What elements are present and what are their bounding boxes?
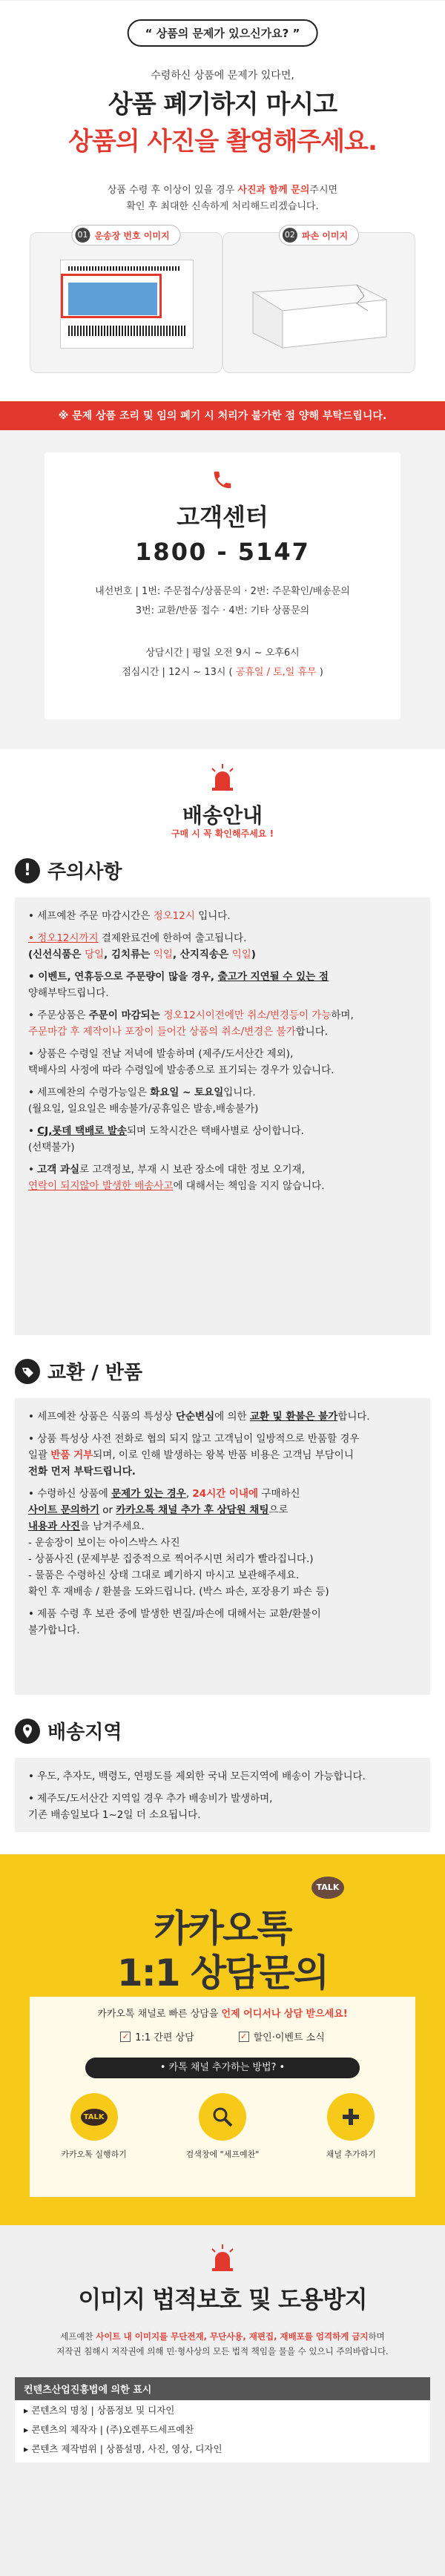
kakao-steps [30, 2093, 415, 2160]
content-notice-row: ▸ 콘텐츠의 명칭 | 상품정보 및 디자인 [24, 2405, 175, 2416]
siren-icon [208, 762, 237, 792]
delivery-subtitle: 구매 시 꼭 확인해주세요 ! [171, 829, 274, 839]
list-item: • 세프예찬의 수령가능일은 화요일 ~ 토요일입니다. (월요일, 일요일은 배송불가/공휴일은 발송,배송불가) [28, 1087, 259, 1115]
talk-badge: TALK [312, 1877, 344, 1899]
talk-icon: TALK [70, 2093, 118, 2141]
problem-pill: “ 상품의 문제가 있으신가요? ” [128, 19, 318, 47]
siren-icon [208, 2243, 237, 2273]
region-header [15, 1717, 122, 1745]
kakao-line: 카카오톡 채널로 빠른 상담을 언제 어디서나 상담 받으세요! [97, 2009, 348, 2020]
exchange-list [15, 1398, 430, 1695]
kakao-section [0, 1854, 445, 2225]
location-pin-icon [15, 1719, 40, 1744]
waybill-example [30, 232, 222, 373]
problem-notice-bar: ※ 문제 상품 조리 및 임의 폐기 시 처리가 불가한 점 양해 부탁드립니다. [0, 401, 445, 431]
delivery-title: 배송안내 [182, 803, 263, 828]
customer-center-section [0, 430, 445, 749]
list-item: • 주문상품은 주문이 마감되는 정오12시이전에만 취소/변경등이 가능하며, 주문마감 후 제작이나 포장이 들어간 상품의 취소/변경은 불가합니다. [28, 1009, 354, 1038]
problem-headline-2: 상품의 사진을 촬영해주세요. [68, 127, 377, 157]
kakao-info-box [30, 1997, 415, 2197]
exchange-header [15, 1357, 142, 1385]
check-icon: ✓ [239, 2032, 249, 2042]
kakao-how-banner: • 카톡 채널 추가하는 방법? • [85, 2058, 360, 2078]
caution-title: 주의사항 [47, 861, 122, 883]
tag-icon [15, 1359, 40, 1384]
list-item: • 고객 과실로 고객정보, 부재 시 보관 장소에 대한 정보 오기재, 연락이 되지않아 발생한 배송사고에 대해서는 책임을 지지 않습니다. [28, 1164, 325, 1192]
list-item: • 우도, 추자도, 백령도, 연평도를 제외한 국내 모든지역에 배송이 가능합니다. [28, 1770, 366, 1782]
list-item: • 제품 수령 후 보관 중에 발생한 변질/파손에 대해서는 교환/환불이 불가합니다. [28, 1608, 321, 1636]
list-item: • 상품 특성상 사전 전화로 협의 되지 않고 고객님이 일방적으로 반품할 경우 일괄 반품 거부되며, 이로 인해 발생하는 왕복 반품 비용은 고객님 부담이니 전화 먼저 부탁드립니다. [28, 1433, 360, 1478]
legal-section [0, 2225, 445, 2576]
customer-center-title: 고객센터 [177, 503, 268, 531]
content-notice-row: ▸ 콘텐츠 제작범위 | 상품설명, 사진, 영상, 디자인 [24, 2443, 222, 2454]
caution-header [15, 857, 122, 884]
customer-center-number[interactable]: 1800 - 5147 [135, 538, 310, 566]
step-open-kakao[interactable]: TALK 카카오톡 실행하기 [39, 2093, 150, 2160]
damage-example-tag: 02 파손 이미지 [279, 225, 359, 246]
option-event: ✓ 할인·이벤트 소식 [239, 2029, 325, 2043]
list-item: • 이벤트, 연휴등으로 주문량이 많을 경우, 출고가 지연될 수 있는 점 양해부탁드립니다. [28, 971, 329, 999]
content-notice-box [15, 2377, 430, 2463]
caution-list [15, 897, 430, 1335]
delivery-header [0, 749, 445, 839]
exchange-title: 교환 / 반품 [47, 1362, 143, 1384]
damage-example [222, 232, 415, 373]
list-item: • CJ,롯데 택배로 발송되며 도착시간은 택배사별로 상이합니다. (선택불가) [28, 1125, 304, 1153]
step-search[interactable]: 검색창에 "세프예찬" [167, 2093, 278, 2160]
legal-title: 이미지 법적보호 및 도용방지 [78, 2285, 367, 2313]
list-item: • 세프예찬 상품은 식품의 특성상 단순변심에 의한 교환 및 환불은 불가합니다. [28, 1411, 370, 1423]
list-item: • 제주도/도서산간 지역일 경우 추가 배송비가 발생하며, 기존 배송일보다 1~2일 더 소요됩니다. [28, 1793, 273, 1821]
waybill-example-tag: 01 운송장 번호 이미지 [71, 225, 180, 246]
content-notice-row: ▸ 콘텐츠의 제작자 | (주)오렌푸드세프예찬 [24, 2424, 194, 2435]
kakao-options [30, 2029, 415, 2043]
option-consult: ✓ 1:1 간편 상담 [120, 2029, 194, 2043]
region-title: 배송지역 [47, 1722, 122, 1744]
extension-info: 내선번호 | 1번: 주문접수/상품문의 · 2번: 주문확인/배송문의 3번: 교환/반품 접수 · 4번: 기타 상품문의 [95, 586, 350, 616]
problem-description: 상품 수령 후 이상이 있을 경우 사진과 함께 문의주시면 확인 후 최대한 신속하게 처리해드리겠습니다. [107, 185, 338, 212]
damaged-box-image [245, 270, 394, 352]
content-notice-header: 컨텐츠산업진흥법에 의한 표시 [15, 2377, 430, 2400]
region-list [15, 1758, 430, 1832]
customer-center-card [44, 452, 400, 719]
problem-headline-1: 상품 폐기하지 마시고 [108, 90, 337, 119]
list-item: • 상품은 수령일 전날 저녁에 발송하며 (제주/도서산간 제외), 택배사의 사정에 따라 수령일에 발송종으로 표기되는 경우가 있습니다. [28, 1048, 334, 1076]
problem-intro: 수령하신 상품에 문제가 있다면, [151, 70, 294, 82]
list-item: • 세프예찬 주문 마감시간은 정오12시 입니다. [28, 910, 231, 922]
service-hours: 상담시간 | 평일 오전 9시 ~ 오후6시 점심시간 | 12시 ~ 13시 ( 공휴일 / 토,일 휴무 ) [122, 648, 323, 678]
list-item: • 정오12시까지 결제완료건에 한하여 출고됩니다. (신선식품은 당일, 김치류는 익일, 산지직송은 익일) [28, 932, 256, 961]
kakao-title-2: 1:1 상담문의 [116, 1951, 329, 1994]
search-icon [199, 2093, 246, 2141]
exclamation-icon: ! [15, 858, 40, 883]
plus-icon [327, 2093, 375, 2141]
list-item: • 수령하신 상품에 문제가 있는 경우, 24시간 이내에 구매하신 사이트 문의하기 or 카카오톡 채널 추가 후 상담원 채팅으로 내용과 사진을 남겨주세요. - 운송장이 보이는 아이스박스 사진 - 상품사진 (문제부분 집중적으로 찍어주시면 처리가 빨라집니다.) - 물품은 수령하신 상태 그대로 폐기하지 마시고 보관해주세요. 확인 후 재배송 / 환불을 도와드립니다. (박스 파손, 포장용기 파손 등) [28, 1488, 329, 1598]
kakao-title-1: 카카오톡 [154, 1907, 291, 1950]
phone-icon [211, 469, 234, 491]
check-icon: ✓ [120, 2032, 131, 2042]
problem-section [0, 0, 445, 430]
step-add-channel[interactable]: 채널 추가하기 [295, 2093, 406, 2160]
legal-description: 세프예찬 사이트 내 이미지를 무단전재, 무단사용, 재편집, 재배포를 엄격하게 금지하며 저작권 침해시 저작권에 의해 민·형사상의 모든 법적 책임을 물을 수 있으니 주의바랍니다. [56, 2331, 389, 2356]
waybill-label-image [60, 260, 194, 349]
